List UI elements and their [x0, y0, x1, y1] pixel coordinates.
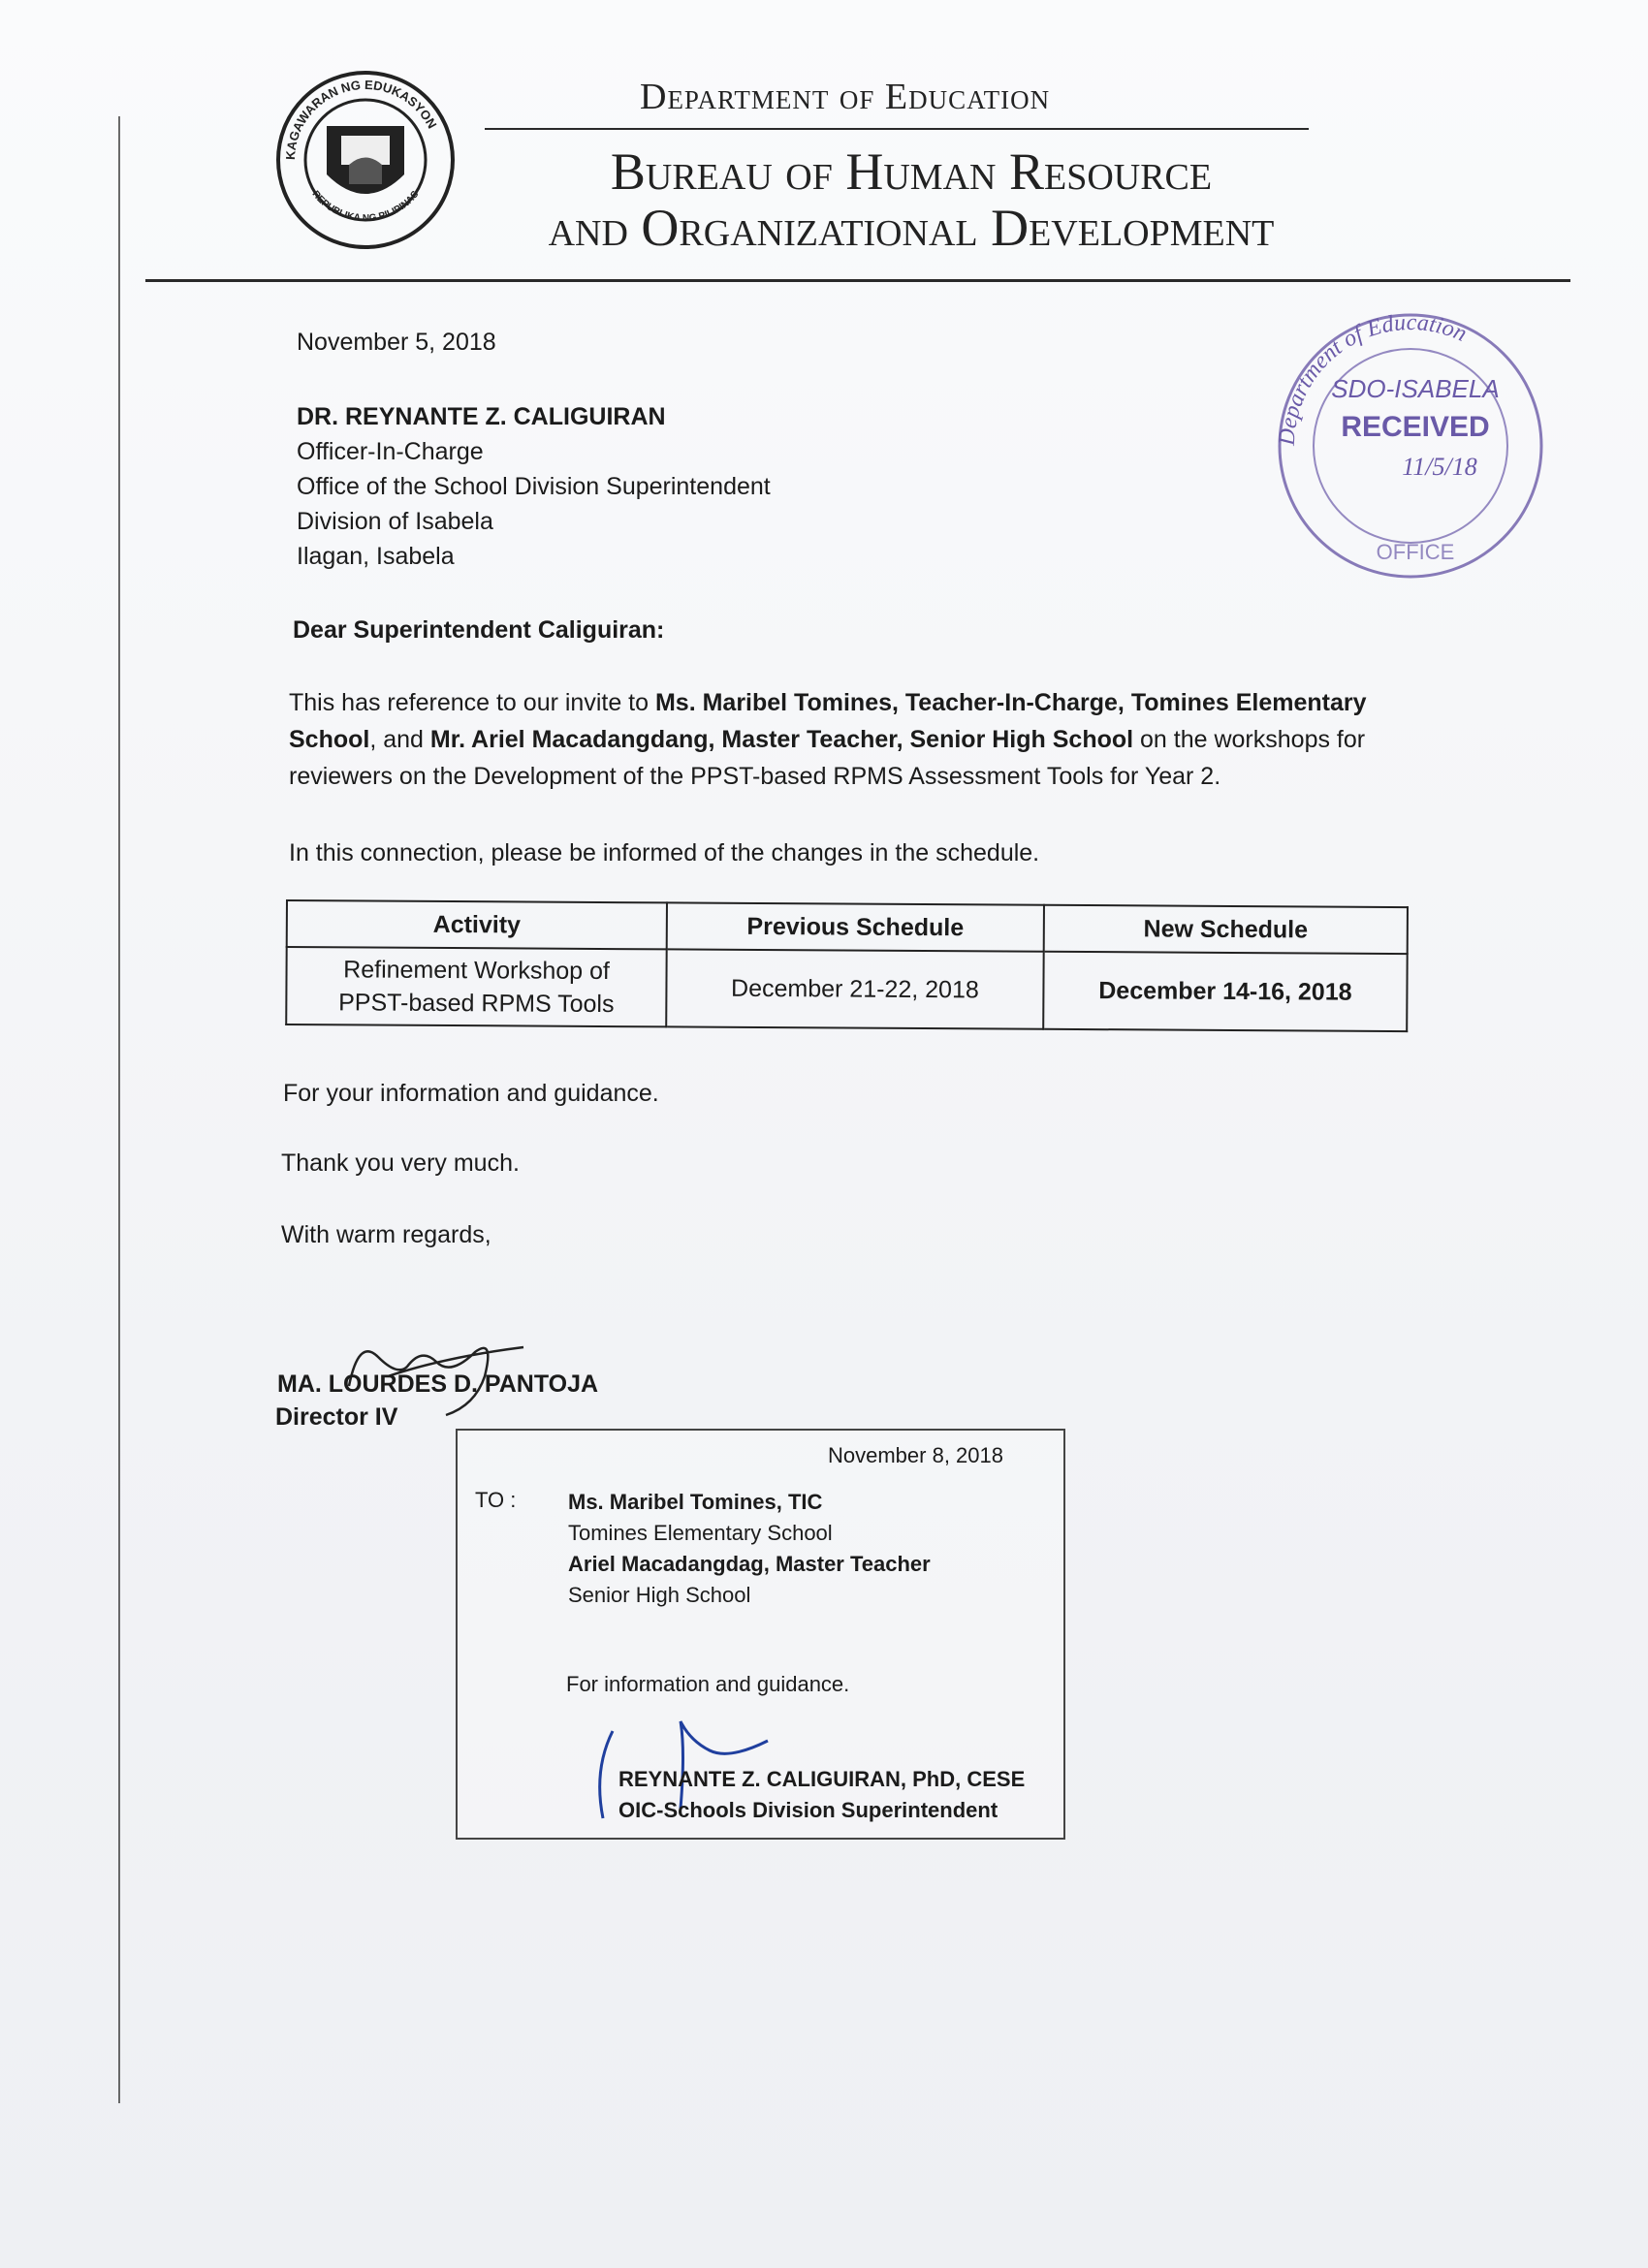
bureau-line-2: and Organizational Development — [548, 199, 1275, 257]
activity-line-2: PPST-based RPMS Tools — [338, 989, 615, 1019]
recipient-line-2: Office of the School Division Superintendent — [297, 473, 771, 500]
recipient-line-4: Ilagan, Isabela — [297, 543, 455, 570]
header-rule — [145, 279, 1570, 282]
stamp-ring-text: Department of Education — [1274, 309, 1471, 447]
endorsement-note: For information and guidance. — [566, 1672, 850, 1696]
seal-top-text: KAGAWARAN NG EDUKASYON — [282, 77, 440, 161]
header-new-schedule: New Schedule — [1044, 905, 1408, 954]
header-rule-thin — [485, 128, 1309, 130]
superintendent-name: REYNANTE Z. CALIGUIRAN, PhD, CESE — [618, 1767, 1026, 1791]
stamp-received: RECEIVED — [1341, 411, 1490, 443]
endorsement-to-label: TO : — [475, 1488, 517, 1512]
recipient-name: DR. REYNANTE Z. CALIGUIRAN — [297, 403, 666, 430]
header-previous-schedule: Previous Schedule — [667, 902, 1044, 951]
stamp-division: SDO-ISABELA — [1331, 374, 1500, 403]
stamp-date: 11/5/18 — [1402, 453, 1477, 481]
endorsement-to-line-3: Ariel Macadangdag, Master Teacher — [568, 1552, 931, 1576]
paper-fold-line — [118, 116, 120, 2103]
recipient-line-1: Officer-In-Charge — [297, 438, 484, 465]
salutation: Dear Superintendent Caliguiran: — [293, 616, 665, 644]
cell-new-schedule: December 14-16, 2018 — [1043, 952, 1407, 1031]
header-activity: Activity — [287, 900, 667, 949]
endorsement-to-line-2: Tomines Elementary School — [568, 1521, 833, 1545]
director-name: MA. LOURDES D. PANTOJA — [277, 1370, 599, 1398]
director-title: Director IV — [275, 1403, 398, 1431]
stamp-bottom: OFFICE — [1376, 540, 1455, 564]
bureau-heading — [465, 143, 1357, 256]
bureau-line-1: Bureau of Human Resource — [610, 142, 1213, 201]
cell-activity — [286, 947, 666, 1026]
body1-text-a: This has reference to our invite to — [289, 689, 655, 716]
seal-bottom-text: REPUBLIKA NG PILIPINAS — [309, 188, 422, 225]
body1-bold-tomines: Ms. Maribel Tomines, Teacher-In-Charge, Tomines Elementary School — [289, 689, 1367, 753]
body-paragraph-2: In this connection, please be informed of the changes in the schedule. — [289, 839, 1040, 866]
closing-line-2: Thank you very much. — [281, 1150, 520, 1177]
received-stamp — [1270, 305, 1551, 586]
table-row — [286, 947, 1407, 1031]
superintendent-title: OIC-Schools Division Superintendent — [618, 1798, 998, 1822]
body-paragraph-1 — [289, 684, 1433, 795]
letter-date: November 5, 2018 — [297, 329, 496, 356]
schedule-table — [285, 899, 1409, 1032]
endorsement-box — [456, 1429, 1065, 1840]
activity-line-1: Refinement Workshop of — [343, 956, 610, 986]
cell-previous-schedule: December 21-22, 2018 — [666, 949, 1043, 1028]
closing-line-1: For your information and guidance. — [283, 1080, 659, 1107]
endorsement-to-line-1: Ms. Maribel Tomines, TIC — [568, 1490, 823, 1514]
body1-text-b: , and — [369, 726, 430, 753]
endorsement-date: November 8, 2018 — [828, 1443, 1003, 1467]
recipient-line-3: Division of Isabela — [297, 508, 493, 535]
svg-text:REPUBLIKA NG PILIPINAS — [310, 189, 422, 224]
deped-seal-logo — [273, 68, 458, 252]
endorsement-to-line-4: Senior High School — [568, 1583, 751, 1607]
body1-text-c: on the workshops for reviewers on the Development of the PPST-based RPMS Assessment Tools for Year 2. — [289, 726, 1366, 790]
closing-line-3: With warm regards, — [281, 1221, 491, 1248]
department-heading: Department of Education — [640, 77, 1051, 117]
schedule-header-row — [287, 900, 1408, 954]
body1-bold-macadangdang: Mr. Ariel Macadangdang, Master Teacher, Senior High School — [429, 726, 1134, 753]
